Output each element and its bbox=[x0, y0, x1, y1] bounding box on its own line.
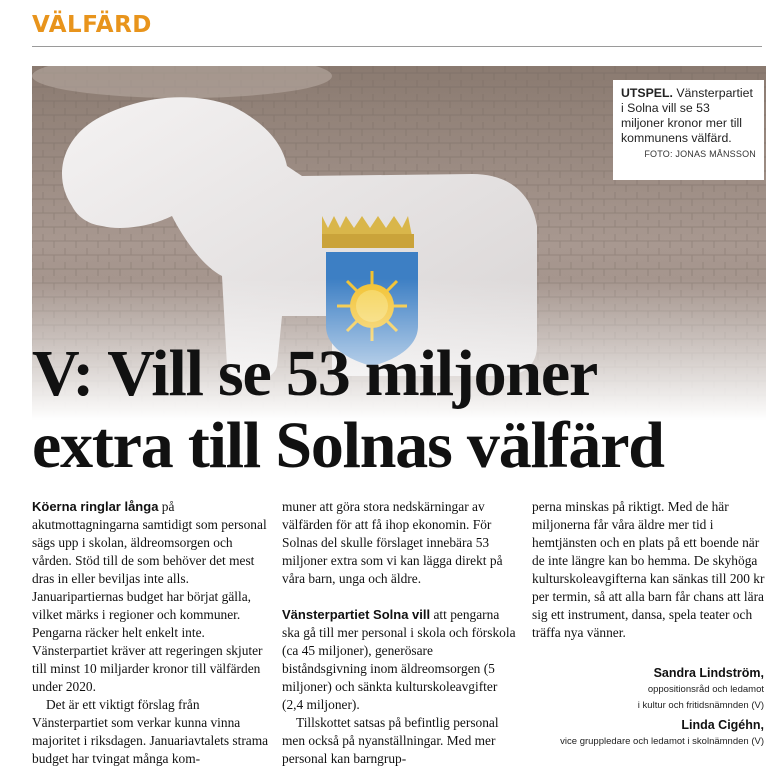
article-column-1 bbox=[32, 498, 270, 768]
column-2-paragraph-3: Tillskottet satsas på befintlig personal men också på nyanställningar. Med mer personal kan barngrup- bbox=[282, 715, 499, 766]
signature-1 bbox=[504, 664, 764, 714]
photo-caption bbox=[613, 80, 764, 180]
column-3-paragraph-1: perna minskas på riktigt. Med de här miljonerna får våra äldre mer tid i hemtjänsten och en plats på ett boende när de inte längre kan bo hemma. De skyhöga kulturskoleavgifterna kan sänkas till 200 kr per termin, så att alla barn får chans att lära sig ett instrument, dansa, spela teater och träffa nya vänner. bbox=[532, 499, 765, 640]
headline-line-1: V: Vill se 53 miljoner bbox=[32, 337, 598, 410]
signature-2 bbox=[464, 716, 764, 750]
section-divider bbox=[32, 46, 762, 47]
headline bbox=[32, 338, 772, 482]
column-2-paragraph-1: muner att göra stora nedskärningar av välfärden för att få ihop ekonomin. För Solnas del skulle förslaget innebära 53 miljoner extra som vi kan lägga direkt på våra barn, unga och äldre. bbox=[282, 499, 503, 586]
caption-body: Vänsterpartiet i Solna vill se 53 miljoner kronor mer till kommunens välfärd. bbox=[621, 86, 753, 145]
article-column-3 bbox=[532, 498, 770, 642]
lead-in: Köerna ringlar långa bbox=[32, 499, 159, 514]
signature-name: Sandra Lindström, bbox=[653, 666, 764, 680]
paragraph-text: att pengarna ska gå till mer personal i skola och förskola (ca 45 miljoner), generösare biståndsgivning inom äldreomsorgen (5 miljoner) och sänkta kulturskoleavgifter (2,4 miljoner). bbox=[282, 607, 516, 712]
section-label: VÄLFÄRD bbox=[32, 12, 152, 38]
photo-credit: FOTO: JONAS MÅNSSON bbox=[644, 149, 756, 159]
signature-title: oppositionsråd och ledamot bbox=[647, 684, 764, 695]
signature-title: vice gruppledare och ledamot i skolnämnden (V) bbox=[560, 736, 764, 747]
headline-line-2: extra till Solnas välfärd bbox=[32, 409, 664, 482]
column-2-paragraph-2 bbox=[282, 606, 520, 714]
column-1-paragraph-1 bbox=[32, 498, 270, 696]
lead-in: Vänsterpartiet Solna vill bbox=[282, 607, 431, 622]
paragraph-text: på akutmottagningarna samtidigt som personal sägs upp i skolan, äldreomsorgen och vården. Stöd till de som behöver det mest dras in eller beviljas inte alls. Januaripartiernas budget har börjat gälla, vilket märks i regioner och kommuner. Pengarna räcker helt enkelt inte. Vänsterpartiet kräver att regeringen skjuter till minst 10 miljarder kronor till välfärden under 2020. bbox=[32, 499, 267, 694]
caption-lead: UTSPEL. bbox=[621, 86, 673, 100]
caption-text bbox=[621, 86, 756, 146]
signature-name: Linda Cigéhn, bbox=[681, 718, 764, 732]
signature-title: i kultur och fritidsnämnden (V) bbox=[637, 700, 764, 711]
column-1-paragraph-2: Det är ett viktigt förslag från Vänsterpartiet som verkar kunna vinna majoritet i riksdagen. Januariavtalets strama budget har tvingat många kom- bbox=[32, 697, 269, 766]
